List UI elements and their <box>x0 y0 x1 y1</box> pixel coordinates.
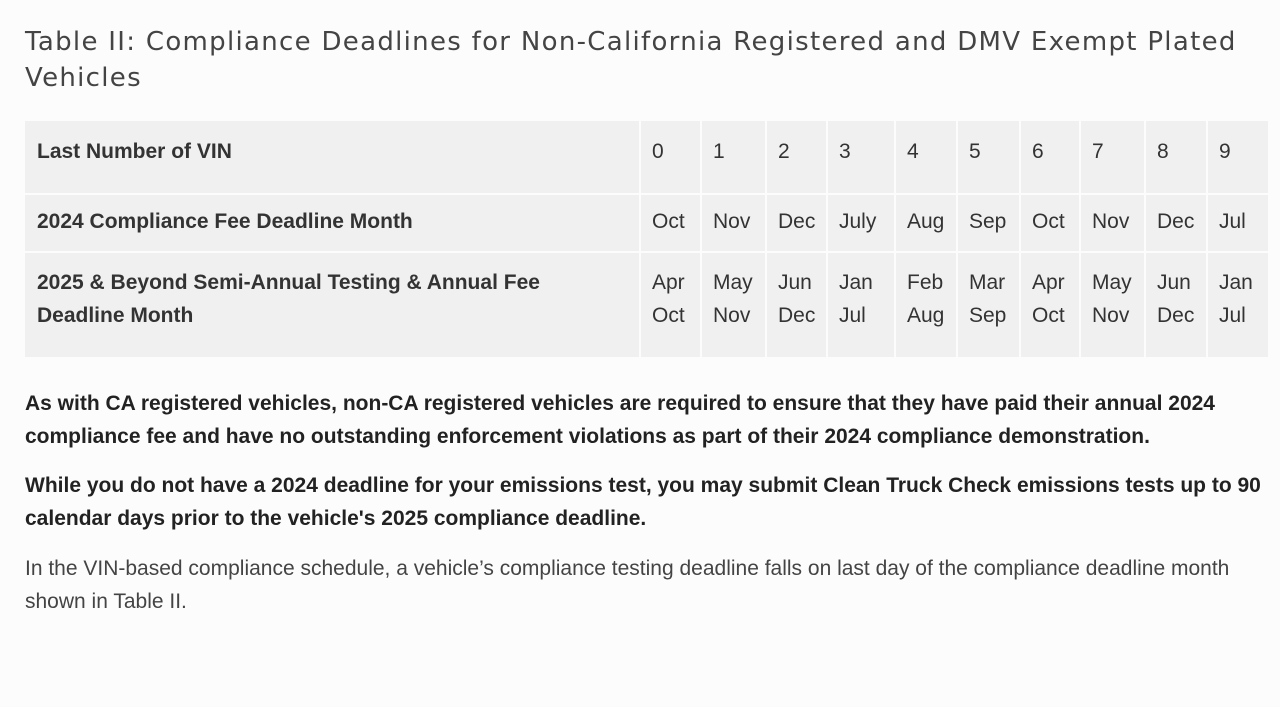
vin-digit-cell: 8 <box>1146 121 1206 193</box>
month-cell: July <box>828 195 894 251</box>
month-pair-cell <box>702 253 765 357</box>
month-pair-cell <box>641 253 700 357</box>
vin-digit-cell: 0 <box>641 121 700 193</box>
row-2024-label: 2024 Compliance Fee Deadline Month <box>25 195 639 251</box>
month-second: Dec <box>1157 304 1195 327</box>
month-first: May <box>713 271 753 294</box>
month-cell: Dec <box>767 195 826 251</box>
month-first: Feb <box>907 271 944 294</box>
month-second: Oct <box>652 304 685 327</box>
page-title: Table II: Compliance Deadlines for Non-California Registered and DMV Exempt Plated Vehicles <box>25 27 1237 93</box>
vin-digit-cell: 9 <box>1208 121 1268 193</box>
vin-digit-cell: 4 <box>896 121 956 193</box>
month-pair-cell <box>828 253 894 357</box>
month-first: Apr <box>652 271 685 294</box>
vin-header-label: Last Number of VIN <box>25 121 639 193</box>
month-second: Nov <box>713 304 751 327</box>
month-first: Jan <box>839 271 873 294</box>
month-second: Jul <box>839 304 866 327</box>
vin-digit-cell: 6 <box>1021 121 1079 193</box>
month-cell: Nov <box>702 195 765 251</box>
table-row-vin-header <box>25 121 1268 193</box>
month-cell: Oct <box>641 195 700 251</box>
month-cell: Oct <box>1021 195 1079 251</box>
month-pair-cell <box>896 253 956 357</box>
month-pair-cell <box>958 253 1019 357</box>
vin-digit-cell: 1 <box>702 121 765 193</box>
paragraph-emissions-test-window: While you do not have a 2024 deadline for your emissions test, you may submit Clean Truck Check emissions tests up to 90 calendar days prior to the vehicle's 2025 compliance deadline. <box>25 474 1261 530</box>
month-second: Jul <box>1219 304 1246 327</box>
month-second: Dec <box>778 304 816 327</box>
month-first: Apr <box>1032 271 1065 294</box>
paragraph-deadline-rule: In the VIN-based compliance schedule, a vehicle’s compliance testing deadline falls on last day of the compliance deadline month shown in Table II. <box>25 557 1230 613</box>
month-pair-cell <box>1081 253 1144 357</box>
vin-digit-cell: 5 <box>958 121 1019 193</box>
month-pair-cell <box>1021 253 1079 357</box>
month-first: Jun <box>1157 271 1191 294</box>
month-second: Oct <box>1032 304 1065 327</box>
compliance-deadline-table <box>23 119 1270 359</box>
month-cell: Aug <box>896 195 956 251</box>
month-pair-cell <box>1208 253 1268 357</box>
month-cell: Sep <box>958 195 1019 251</box>
month-cell: Jul <box>1208 195 1268 251</box>
month-second: Sep <box>969 304 1007 327</box>
month-pair-cell <box>1146 253 1206 357</box>
table-row-2024-deadline <box>25 195 1268 251</box>
month-cell: Dec <box>1146 195 1206 251</box>
month-second: Nov <box>1092 304 1130 327</box>
vin-digit-cell: 7 <box>1081 121 1144 193</box>
month-first: May <box>1092 271 1132 294</box>
month-pair-cell <box>767 253 826 357</box>
vin-digit-cell: 3 <box>828 121 894 193</box>
month-second: Aug <box>907 304 945 327</box>
row-2025-label: 2025 & Beyond Semi-Annual Testing & Annual Fee Deadline Month <box>25 253 639 357</box>
vin-digit-cell: 2 <box>767 121 826 193</box>
table-row-2025-deadline <box>25 253 1268 357</box>
month-first: Jan <box>1219 271 1253 294</box>
month-first: Jun <box>778 271 812 294</box>
month-first: Mar <box>969 271 1006 294</box>
month-cell: Nov <box>1081 195 1144 251</box>
paragraph-fee-requirement: As with CA registered vehicles, non-CA registered vehicles are required to ensure that they have paid their annual 2024 compliance fee and have no outstanding enforcement violations as part of their 2024 compliance demonstration. <box>25 392 1215 448</box>
